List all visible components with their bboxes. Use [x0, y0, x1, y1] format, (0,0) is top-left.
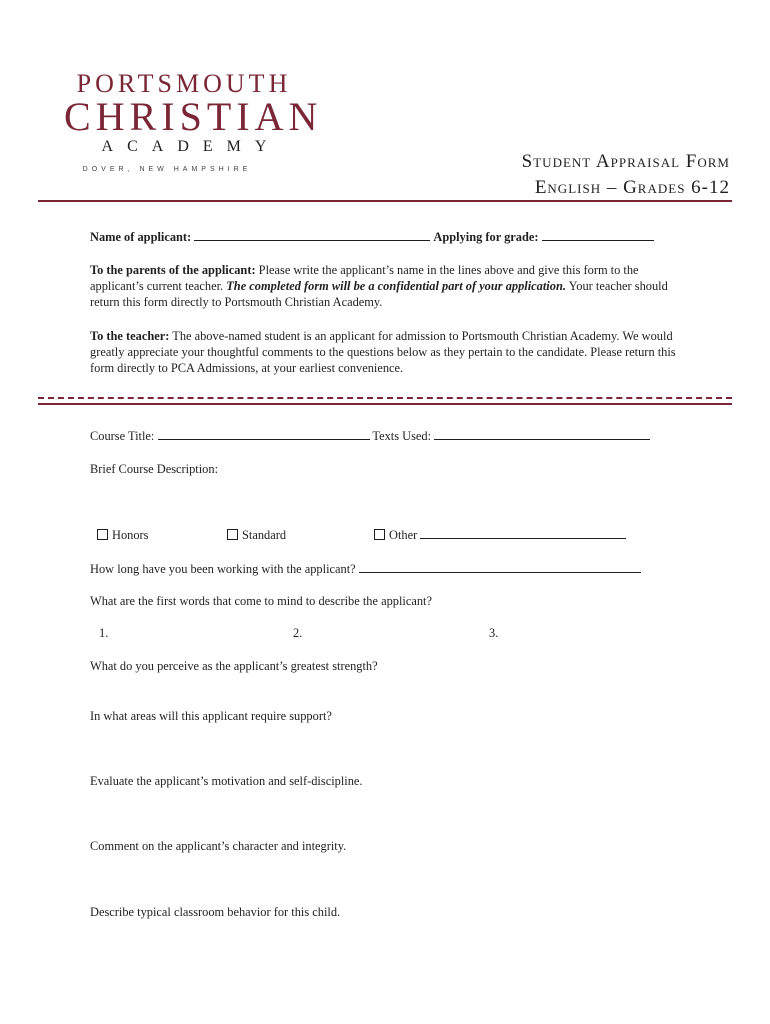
parents-paragraph — [90, 262, 685, 310]
strength-question: What do you perceive as the applicant’s greatest strength? — [90, 659, 378, 673]
applying-grade-field[interactable] — [542, 229, 654, 241]
other-checkbox[interactable] — [374, 529, 385, 540]
parents-text2: Your teacher should return this form directly to Portsmouth Christian Academy. — [90, 279, 668, 309]
applicant-row — [90, 229, 710, 245]
behavior-question: Describe typical classroom behavior for this child. — [90, 905, 341, 919]
parents-text1: Please write the applicant’s name in the lines above and give this form to the applicant’s current teacher. — [90, 263, 639, 293]
honors-checkbox[interactable] — [97, 529, 108, 540]
standard-checkbox[interactable] — [227, 529, 238, 540]
teacher-paragraph — [90, 328, 685, 376]
applicant-name-label: Name of applicant: — [90, 230, 192, 244]
school-logo — [64, 69, 323, 173]
texts-used-label: Texts Used: — [372, 429, 432, 443]
dashed-divider — [38, 397, 732, 399]
teacher-text: The above-named student is an applicant for admission to Portsmouth Christian Academy. We would greatly appreciate your thoughtful comments to the questions below as they pertain to the candidate. Please return this form directly to PCA Admissions, at your earliest convenience. — [90, 329, 676, 375]
course-row — [90, 428, 710, 444]
standard-option[interactable] — [227, 527, 286, 543]
header-divider — [38, 200, 732, 202]
section-divider — [38, 403, 732, 405]
first-words-question: What are the first words that come to mind to describe the applicant? — [90, 594, 433, 608]
logo-christian: CHRISTIAN — [64, 94, 323, 139]
first-words-number-2: 2. — [293, 626, 303, 640]
first-words-number-1: 1. — [99, 626, 109, 640]
texts-used-field[interactable] — [434, 428, 650, 440]
course-title-field[interactable] — [158, 428, 370, 440]
parents-heading: To the parents of the applicant: — [90, 263, 256, 277]
character-question: Comment on the applicant’s character and integrity. — [90, 839, 347, 853]
other-field[interactable] — [420, 527, 626, 539]
logo-location: DOVER, NEW HAMPSHIRE — [82, 166, 252, 173]
parents-emphasis: The completed form will be a confidential part of your application. — [223, 279, 566, 293]
other-option[interactable] — [374, 527, 626, 543]
form-title — [522, 150, 730, 202]
honors-label: Honors — [112, 528, 149, 542]
applicant-name-field[interactable] — [194, 229, 430, 241]
form-title-line2: English – Grades 6-12 — [534, 177, 730, 198]
standard-label: Standard — [242, 528, 287, 542]
how-long-field[interactable] — [359, 561, 641, 573]
logo-academy: ACADEMY — [101, 138, 281, 155]
course-title-label: Course Title: — [90, 429, 155, 443]
applying-grade-label: Applying for grade: — [433, 230, 539, 244]
other-label: Other — [389, 528, 418, 542]
form-title-line1: Student Appraisal Form — [521, 151, 730, 172]
first-words-number-3: 3. — [489, 626, 499, 640]
teacher-heading: To the teacher: — [90, 329, 170, 343]
motivation-question: Evaluate the applicant’s motivation and self-discipline. — [90, 774, 363, 788]
logo-portsmouth: PORTSMOUTH — [76, 69, 292, 98]
honors-option[interactable] — [97, 527, 148, 543]
how-long-row — [90, 561, 710, 577]
how-long-question: How long have you been working with the applicant? — [90, 562, 356, 576]
support-question: In what areas will this applicant require support? — [90, 709, 332, 723]
course-description-label: Brief Course Description: — [90, 462, 219, 476]
